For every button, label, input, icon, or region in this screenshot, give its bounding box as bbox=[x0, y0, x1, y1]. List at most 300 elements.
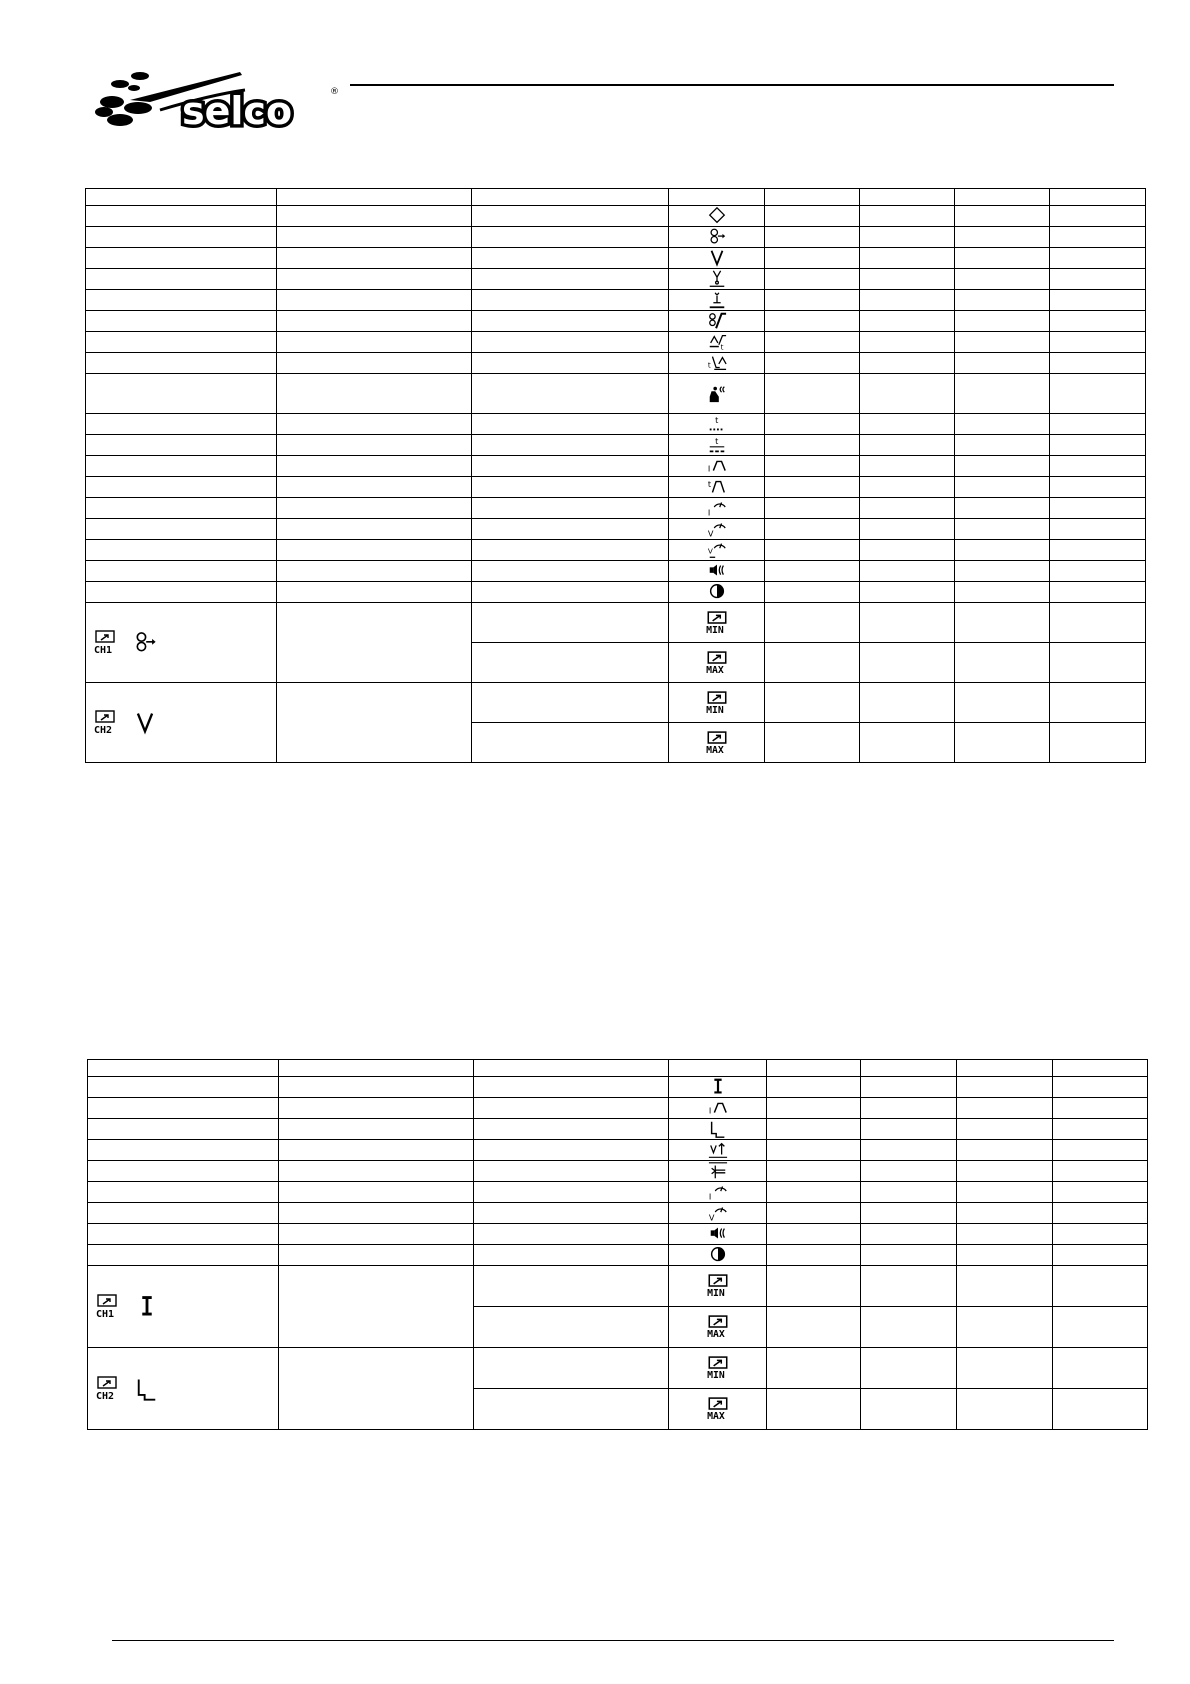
svg-text:V: V bbox=[707, 528, 714, 539]
table-cell bbox=[277, 248, 472, 269]
table-row bbox=[86, 206, 1146, 227]
svg-text:CH1: CH1 bbox=[94, 644, 113, 656]
limit-symbol-cell bbox=[669, 723, 765, 763]
table-cell bbox=[955, 498, 1050, 519]
svg-text:CH1: CH1 bbox=[96, 1308, 115, 1320]
channel-row bbox=[88, 1348, 1148, 1389]
table-cell bbox=[472, 435, 669, 456]
header-cell bbox=[279, 1060, 474, 1077]
symbol-cell bbox=[669, 269, 765, 290]
table-cell bbox=[1050, 414, 1146, 435]
table-cell bbox=[474, 1077, 669, 1098]
channel-row bbox=[86, 683, 1146, 723]
min-icon bbox=[705, 691, 729, 715]
table-cell bbox=[765, 498, 860, 519]
table-row bbox=[88, 1224, 1148, 1245]
symbol-cell bbox=[669, 353, 765, 374]
brand-name: selco bbox=[182, 89, 293, 133]
symbol-cell bbox=[669, 332, 765, 353]
table-cell bbox=[955, 540, 1050, 561]
svg-text:MAX: MAX bbox=[705, 744, 724, 755]
svg-text:MIN: MIN bbox=[706, 1369, 725, 1380]
current-i-icon bbox=[134, 1294, 160, 1320]
table-cell bbox=[1050, 269, 1146, 290]
table-cell bbox=[767, 1140, 861, 1161]
current-i-icon bbox=[707, 1077, 729, 1097]
table-row bbox=[86, 353, 1146, 374]
limit-symbol-cell bbox=[669, 1307, 767, 1348]
svg-text:t: t bbox=[720, 342, 723, 352]
header-cell bbox=[860, 189, 955, 206]
table-row bbox=[88, 1203, 1148, 1224]
table-cell bbox=[474, 1098, 669, 1119]
symbol-cell bbox=[669, 1245, 767, 1266]
table-cell bbox=[860, 374, 955, 414]
table-cell bbox=[955, 290, 1050, 311]
svg-text:MAX: MAX bbox=[706, 1410, 725, 1421]
table-cell bbox=[860, 519, 955, 540]
table-cell bbox=[1053, 1266, 1148, 1307]
table-cell bbox=[277, 582, 472, 603]
table-row bbox=[86, 519, 1146, 540]
table-cell bbox=[767, 1224, 861, 1245]
symbol-cell bbox=[669, 1161, 767, 1182]
table-cell bbox=[957, 1077, 1053, 1098]
table-cell bbox=[765, 540, 860, 561]
table-cell bbox=[767, 1307, 861, 1348]
table-cell bbox=[88, 1077, 279, 1098]
table-cell bbox=[955, 353, 1050, 374]
header-cell bbox=[88, 1060, 279, 1077]
voltage-meter-icon bbox=[707, 1203, 729, 1223]
table-cell bbox=[86, 311, 277, 332]
symbol-cell bbox=[669, 582, 765, 603]
table-cell bbox=[474, 1224, 669, 1245]
table-cell bbox=[955, 561, 1050, 582]
header-rule bbox=[350, 84, 1114, 86]
table-cell bbox=[472, 414, 669, 435]
table-cell bbox=[1050, 540, 1146, 561]
table-cell bbox=[955, 311, 1050, 332]
table-cell bbox=[88, 1098, 279, 1119]
table-cell bbox=[86, 332, 277, 353]
svg-text:I: I bbox=[708, 1191, 711, 1202]
header-cell bbox=[669, 189, 765, 206]
table-row bbox=[86, 477, 1146, 498]
current-ramp-icon bbox=[707, 1098, 729, 1118]
symbol-cell bbox=[669, 477, 765, 498]
gas-test-icon bbox=[706, 384, 728, 404]
svg-text:t: t bbox=[707, 479, 711, 489]
table-cell bbox=[765, 435, 860, 456]
table-row bbox=[88, 1077, 1148, 1098]
table-cell bbox=[861, 1119, 957, 1140]
table-cell bbox=[767, 1077, 861, 1098]
table-cell bbox=[277, 269, 472, 290]
svg-text:I: I bbox=[707, 463, 710, 474]
symbol-cell bbox=[669, 248, 765, 269]
channel-1-cell bbox=[88, 1266, 279, 1348]
table-cell bbox=[955, 582, 1050, 603]
table-cell bbox=[277, 477, 472, 498]
symbol-cell bbox=[669, 1203, 767, 1224]
table-cell bbox=[86, 374, 277, 414]
table-cell bbox=[277, 353, 472, 374]
table-cell bbox=[767, 1348, 861, 1389]
voltage-up-icon bbox=[707, 1140, 729, 1160]
table-cell bbox=[86, 519, 277, 540]
table-cell bbox=[86, 290, 277, 311]
table-cell bbox=[279, 1266, 474, 1348]
table-cell bbox=[765, 290, 860, 311]
table-cell bbox=[1050, 227, 1146, 248]
voltage-meter-icon bbox=[706, 519, 728, 539]
table-cell bbox=[1050, 353, 1146, 374]
table-cell bbox=[860, 683, 955, 723]
svg-text:CH2: CH2 bbox=[94, 724, 113, 736]
table-cell bbox=[1050, 498, 1146, 519]
table-cell bbox=[955, 435, 1050, 456]
table-cell bbox=[767, 1098, 861, 1119]
table-cell bbox=[765, 269, 860, 290]
min-icon bbox=[706, 1356, 730, 1380]
header-cell bbox=[861, 1060, 957, 1077]
table-cell bbox=[1053, 1098, 1148, 1119]
table-header-row bbox=[86, 189, 1146, 206]
table-row bbox=[86, 540, 1146, 561]
table-row bbox=[88, 1140, 1148, 1161]
table-cell bbox=[957, 1307, 1053, 1348]
table-cell bbox=[277, 311, 472, 332]
table-cell bbox=[277, 374, 472, 414]
table-cell bbox=[86, 227, 277, 248]
header-cell bbox=[669, 1060, 767, 1077]
table-cell bbox=[88, 1245, 279, 1266]
table-cell bbox=[860, 206, 955, 227]
channel-label bbox=[88, 1294, 278, 1320]
table-cell bbox=[472, 519, 669, 540]
table-cell bbox=[957, 1266, 1053, 1307]
selco-logo bbox=[90, 70, 340, 140]
table-cell bbox=[957, 1182, 1053, 1203]
footer-rule bbox=[112, 1640, 1114, 1641]
svg-text:MIN: MIN bbox=[705, 704, 724, 715]
symbol-cell bbox=[669, 456, 765, 477]
channel-1-cell bbox=[86, 603, 277, 683]
min-icon bbox=[706, 1274, 730, 1298]
header-cell bbox=[86, 189, 277, 206]
table-cell bbox=[472, 582, 669, 603]
table-cell bbox=[767, 1182, 861, 1203]
table-cell bbox=[86, 353, 277, 374]
table-cell bbox=[957, 1224, 1053, 1245]
table-cell bbox=[279, 1161, 474, 1182]
table-cell bbox=[860, 227, 955, 248]
svg-text:I: I bbox=[707, 507, 710, 518]
table-cell bbox=[860, 456, 955, 477]
table-cell bbox=[1053, 1119, 1148, 1140]
symbol-cell bbox=[669, 227, 765, 248]
table-cell bbox=[1053, 1307, 1148, 1348]
table-cell bbox=[767, 1161, 861, 1182]
table-cell bbox=[474, 1266, 669, 1307]
table-cell bbox=[277, 540, 472, 561]
limit-symbol-cell bbox=[669, 643, 765, 683]
channel-2-cell bbox=[88, 1348, 279, 1430]
table-cell bbox=[474, 1140, 669, 1161]
table-cell bbox=[1053, 1203, 1148, 1224]
table-cell bbox=[955, 477, 1050, 498]
current-meter-icon bbox=[707, 1182, 729, 1202]
symbol-cell bbox=[669, 1140, 767, 1161]
table-row bbox=[86, 456, 1146, 477]
symbol-cell bbox=[669, 1098, 767, 1119]
table-cell bbox=[1053, 1389, 1148, 1430]
table-cell bbox=[860, 582, 955, 603]
time-ramp-icon bbox=[706, 477, 728, 497]
table-cell bbox=[277, 561, 472, 582]
spot-time-dashed-icon bbox=[706, 435, 728, 455]
table-cell bbox=[474, 1182, 669, 1203]
table-cell bbox=[767, 1266, 861, 1307]
symbol-cell bbox=[669, 1119, 767, 1140]
table-cell bbox=[955, 519, 1050, 540]
table-cell bbox=[474, 1245, 669, 1266]
table-cell bbox=[765, 561, 860, 582]
table-cell bbox=[860, 248, 955, 269]
table-cell bbox=[765, 206, 860, 227]
table-cell bbox=[765, 603, 860, 643]
table-cell bbox=[472, 456, 669, 477]
header-cell bbox=[955, 189, 1050, 206]
header-cell bbox=[472, 189, 669, 206]
symbol-cell bbox=[669, 374, 765, 414]
table-cell bbox=[279, 1140, 474, 1161]
table-cell bbox=[860, 269, 955, 290]
limit-symbol-cell bbox=[669, 1266, 767, 1307]
ch1-icon bbox=[92, 630, 120, 656]
ch2-icon bbox=[94, 1376, 122, 1402]
table-cell bbox=[279, 1182, 474, 1203]
max-icon bbox=[706, 1397, 730, 1421]
table-cell bbox=[860, 414, 955, 435]
table-cell bbox=[955, 269, 1050, 290]
table-cell bbox=[1050, 248, 1146, 269]
table-cell bbox=[957, 1389, 1053, 1430]
table-cell bbox=[88, 1224, 279, 1245]
settings-table-2 bbox=[87, 1059, 1148, 1430]
header-cell bbox=[767, 1060, 861, 1077]
table-cell bbox=[765, 332, 860, 353]
table-cell bbox=[277, 290, 472, 311]
table-cell bbox=[767, 1119, 861, 1140]
table-cell bbox=[88, 1119, 279, 1140]
contrast-icon bbox=[706, 582, 728, 602]
table-cell bbox=[474, 1203, 669, 1224]
limit-symbol-cell bbox=[669, 683, 765, 723]
table-cell bbox=[767, 1389, 861, 1430]
registered-mark: ® bbox=[330, 87, 339, 97]
table-cell bbox=[955, 603, 1050, 643]
table-cell bbox=[767, 1245, 861, 1266]
table-row bbox=[86, 435, 1146, 456]
inductance-icon bbox=[706, 290, 728, 310]
table-cell bbox=[277, 456, 472, 477]
max-icon bbox=[706, 1315, 730, 1339]
symbol-cell bbox=[669, 1077, 767, 1098]
channel-row bbox=[86, 603, 1146, 643]
table-cell bbox=[1053, 1182, 1148, 1203]
svg-text:t: t bbox=[714, 436, 718, 447]
max-icon bbox=[705, 651, 729, 675]
table-cell bbox=[472, 723, 669, 763]
channel-2-cell bbox=[86, 683, 277, 763]
table-cell bbox=[88, 1203, 279, 1224]
table-cell bbox=[765, 723, 860, 763]
table-cell bbox=[86, 414, 277, 435]
table-cell bbox=[860, 723, 955, 763]
table-cell bbox=[861, 1348, 957, 1389]
table-cell bbox=[860, 498, 955, 519]
table-row bbox=[86, 374, 1146, 414]
table-cell bbox=[88, 1182, 279, 1203]
min-icon bbox=[705, 611, 729, 635]
svg-text:CH2: CH2 bbox=[96, 1390, 115, 1402]
table-cell bbox=[957, 1161, 1053, 1182]
table-cell bbox=[1050, 477, 1146, 498]
channel-row bbox=[88, 1266, 1148, 1307]
table-cell bbox=[861, 1307, 957, 1348]
symbol-cell bbox=[669, 540, 765, 561]
svg-text:MAX: MAX bbox=[706, 1328, 725, 1339]
symbol-cell bbox=[669, 414, 765, 435]
table-cell bbox=[955, 248, 1050, 269]
svg-text:I: I bbox=[708, 1105, 711, 1116]
table-cell bbox=[1050, 643, 1146, 683]
table-cell bbox=[765, 683, 860, 723]
table-cell bbox=[86, 456, 277, 477]
table-cell bbox=[277, 227, 472, 248]
header-cell bbox=[957, 1060, 1053, 1077]
table-row bbox=[86, 290, 1146, 311]
table-cell bbox=[277, 414, 472, 435]
symbol-cell bbox=[669, 498, 765, 519]
table-row bbox=[88, 1098, 1148, 1119]
table-cell bbox=[860, 540, 955, 561]
table-cell bbox=[765, 519, 860, 540]
channel-label bbox=[88, 1376, 278, 1402]
wire-speed-icon bbox=[132, 630, 158, 656]
table-cell bbox=[88, 1161, 279, 1182]
table-cell bbox=[861, 1266, 957, 1307]
table-cell bbox=[86, 561, 277, 582]
table-cell bbox=[1050, 290, 1146, 311]
table-cell bbox=[86, 477, 277, 498]
ch1-icon bbox=[94, 1294, 122, 1320]
table-cell bbox=[765, 456, 860, 477]
table-row bbox=[88, 1182, 1148, 1203]
table-cell bbox=[861, 1182, 957, 1203]
table-cell bbox=[472, 269, 669, 290]
table-cell bbox=[861, 1161, 957, 1182]
table-cell bbox=[1053, 1140, 1148, 1161]
diamond-icon bbox=[706, 206, 728, 226]
voltage-v-icon bbox=[706, 248, 728, 268]
table-row bbox=[88, 1119, 1148, 1140]
table-cell bbox=[1053, 1348, 1148, 1389]
table-cell bbox=[767, 1203, 861, 1224]
table-cell bbox=[277, 498, 472, 519]
table-cell bbox=[955, 227, 1050, 248]
table-cell bbox=[957, 1348, 1053, 1389]
table-cell bbox=[957, 1119, 1053, 1140]
limit-symbol-cell bbox=[669, 1389, 767, 1430]
table-cell bbox=[1050, 519, 1146, 540]
voltage-fine-icon bbox=[706, 269, 728, 289]
table-cell bbox=[472, 227, 669, 248]
table-cell bbox=[474, 1389, 669, 1430]
table-cell bbox=[860, 435, 955, 456]
table-row bbox=[86, 332, 1146, 353]
table-cell bbox=[277, 519, 472, 540]
table-cell bbox=[955, 414, 1050, 435]
table-cell bbox=[472, 561, 669, 582]
table-cell bbox=[861, 1389, 957, 1430]
table-cell bbox=[472, 311, 669, 332]
table-cell bbox=[86, 540, 277, 561]
svg-text:t: t bbox=[714, 415, 718, 426]
table-cell bbox=[472, 206, 669, 227]
wire-speed-slope-icon bbox=[706, 311, 728, 331]
channel-label bbox=[86, 630, 276, 656]
table-row bbox=[86, 414, 1146, 435]
table-cell bbox=[277, 683, 472, 763]
sound-icon bbox=[707, 1224, 729, 1244]
header-cell bbox=[474, 1060, 669, 1077]
header-cell bbox=[277, 189, 472, 206]
table-cell bbox=[1053, 1245, 1148, 1266]
current-meter-icon bbox=[706, 498, 728, 518]
table-cell bbox=[1050, 582, 1146, 603]
table-cell bbox=[861, 1224, 957, 1245]
table-cell bbox=[860, 290, 955, 311]
table-row bbox=[88, 1245, 1148, 1266]
table-cell bbox=[86, 248, 277, 269]
current-ramp-icon bbox=[706, 456, 728, 476]
table-cell bbox=[472, 683, 669, 723]
svg-text:V: V bbox=[708, 1212, 715, 1223]
table-cell bbox=[472, 603, 669, 643]
table-cell bbox=[1050, 435, 1146, 456]
table-cell bbox=[472, 477, 669, 498]
table-cell bbox=[860, 353, 955, 374]
voltage-fine-meter-icon bbox=[706, 540, 728, 560]
header-cell bbox=[1053, 1060, 1148, 1077]
table-cell bbox=[861, 1098, 957, 1119]
table-cell bbox=[1050, 603, 1146, 643]
post-gas-slope-icon bbox=[706, 353, 728, 373]
symbol-cell bbox=[669, 1182, 767, 1203]
symbol-cell bbox=[669, 206, 765, 227]
table-cell bbox=[955, 723, 1050, 763]
svg-text:MIN: MIN bbox=[705, 624, 724, 635]
table-cell bbox=[279, 1098, 474, 1119]
table-cell bbox=[1050, 332, 1146, 353]
table-cell bbox=[861, 1203, 957, 1224]
table-cell bbox=[277, 435, 472, 456]
table-cell bbox=[860, 332, 955, 353]
table-row bbox=[86, 311, 1146, 332]
